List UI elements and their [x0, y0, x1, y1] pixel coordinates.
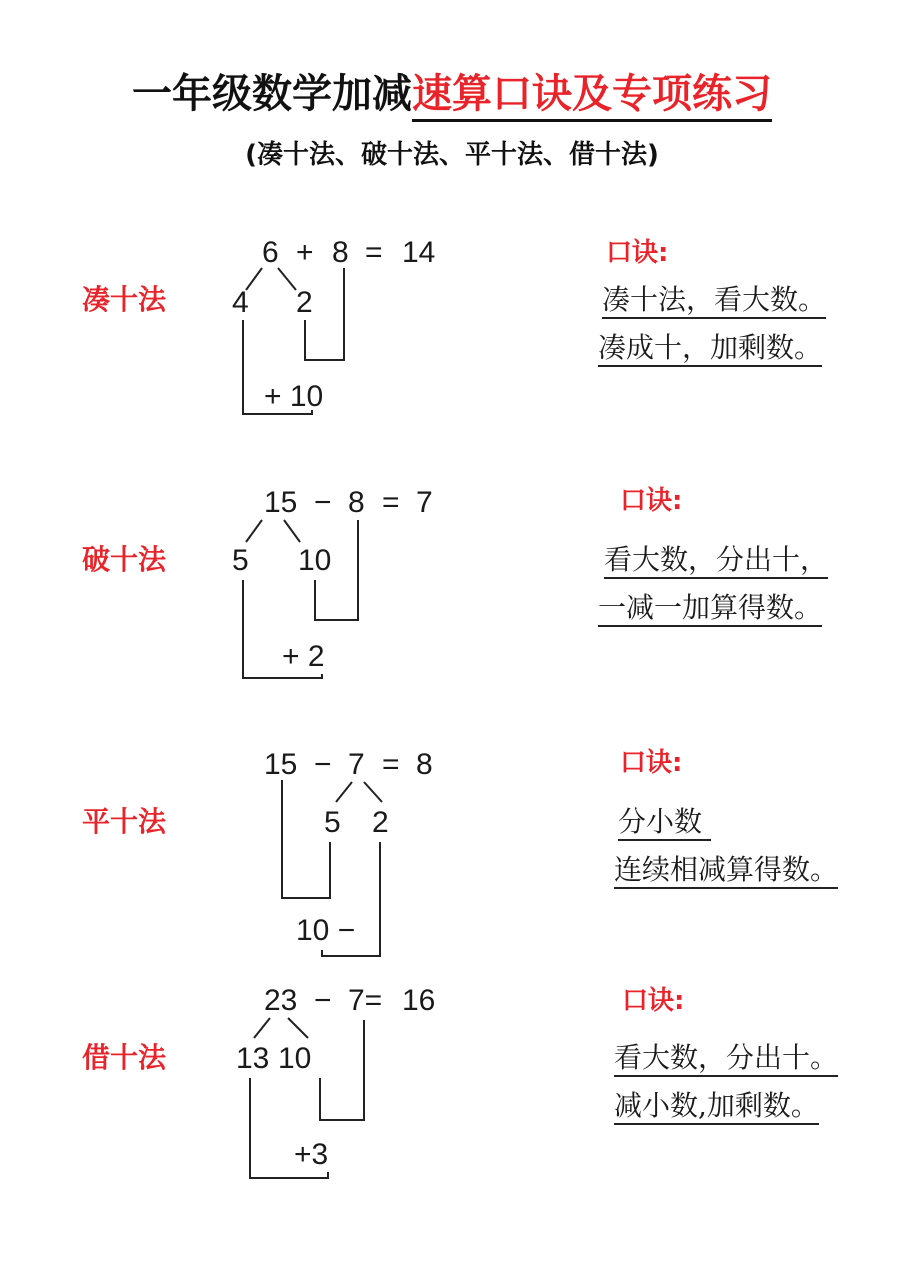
m4-bottom: +3	[294, 1138, 329, 1171]
m1-rhyme-head: 口诀:	[606, 238, 669, 268]
m4-eq-b: 7=	[348, 984, 383, 1017]
m3-eq-result: 8	[416, 748, 433, 781]
m3-bracket-left	[282, 780, 330, 898]
m4-eq-op: −	[314, 984, 332, 1017]
m4-eq-result: 16	[402, 984, 436, 1017]
m3-split-b: 2	[372, 806, 389, 839]
m1-eq-b: 8	[332, 236, 349, 269]
m1-eq-equals: =	[365, 236, 383, 269]
m4-bracket-inner	[320, 1020, 364, 1120]
m3-eq-b: 7	[348, 748, 365, 781]
m2-bottom: + 2	[282, 640, 325, 673]
m1-split-line-right	[278, 268, 296, 290]
m2-rhyme-head: 口诀:	[620, 486, 683, 516]
m2-split-line-right	[284, 520, 300, 542]
m1-eq-op: +	[296, 236, 314, 269]
m1-eq-a: 6	[262, 236, 279, 269]
m3-eq-op: −	[314, 748, 332, 781]
m2-eq-result: 7	[416, 486, 433, 519]
m4-split-line-right	[288, 1018, 308, 1038]
m1-split-b: 2	[296, 286, 313, 319]
m3-rhyme-line-2: 连续相减算得数。	[614, 856, 838, 889]
method-name-1: 凑十法	[82, 283, 167, 316]
m4-rhyme-line-1: 看大数，分出十。	[614, 1044, 838, 1077]
m3-split-line-right	[364, 782, 382, 802]
m4-split-b: 10	[278, 1042, 312, 1075]
m4-rhyme-line-2: 减小数,加剩数。	[614, 1092, 819, 1125]
method-name-2: 破十法	[82, 543, 167, 576]
m4-rhyme-head: 口诀:	[622, 986, 685, 1016]
m1-eq-result: 14	[402, 236, 436, 269]
m2-rhyme-line-2: 一减一加算得数。	[598, 594, 822, 627]
m2-split-line-left	[246, 520, 262, 542]
m2-split-b: 10	[298, 544, 332, 577]
m4-split-a: 13	[236, 1042, 270, 1075]
method-name-4: 借十法	[82, 1041, 167, 1074]
m1-rhyme-line-1: 凑十法，看大数。	[602, 286, 826, 319]
m2-split-a: 5	[232, 544, 249, 577]
m3-rhyme-line-1: 分小数	[618, 808, 711, 841]
m2-eq-b: 8	[348, 486, 365, 519]
page-subtitle: (凑十法、破十法、平十法、借十法)	[245, 140, 659, 170]
m3-eq-a: 15	[264, 748, 298, 781]
m3-split-a: 5	[324, 806, 341, 839]
m2-eq-op: −	[314, 486, 332, 519]
m2-eq-a: 15	[264, 486, 298, 519]
title-red: 速算口诀及专项练习	[412, 71, 772, 122]
title-black: 一年级数学加减	[132, 71, 412, 117]
method-name-3: 平十法	[82, 805, 167, 838]
m4-split-line-left	[254, 1018, 270, 1038]
m3-split-line-left	[336, 782, 352, 802]
m3-bottom: 10 −	[296, 914, 356, 947]
m1-bottom: + 10	[264, 380, 324, 413]
m2-rhyme-line-1: 看大数，分出十，	[604, 546, 828, 579]
m2-eq-equals: =	[382, 486, 400, 519]
m1-rhyme-line-2: 凑成十，加剩数。	[598, 334, 822, 367]
m3-rhyme-head: 口诀:	[620, 748, 683, 778]
m4-eq-a: 23	[264, 984, 298, 1017]
m3-eq-equals: =	[382, 748, 400, 781]
m1-split-a: 4	[232, 286, 249, 319]
